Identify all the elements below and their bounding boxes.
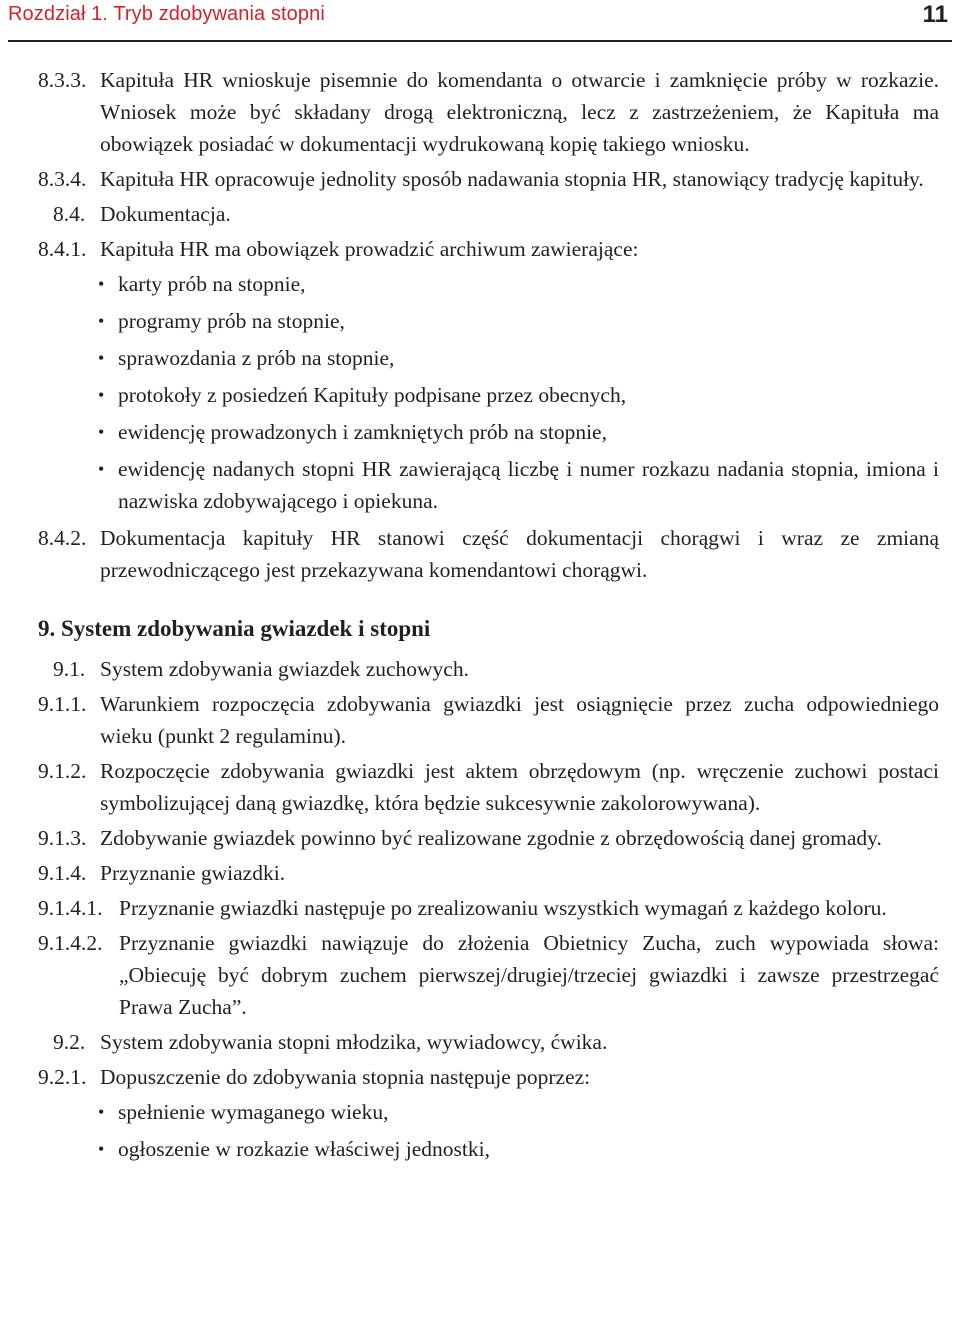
- paragraph-9-1-4-1: [38, 892, 939, 924]
- paragraph-9-1-4-2: [38, 927, 939, 1023]
- paragraph-number: 9.1.4.2.: [38, 931, 103, 955]
- paragraph-number: 8.4.: [53, 202, 86, 226]
- list-item: • ogłoszenie w rozkazie właściwej jednostki,: [38, 1133, 939, 1165]
- paragraph-9-1-3: [38, 822, 939, 854]
- paragraph-number: 9.1.: [53, 657, 86, 681]
- paragraph-9-2-1: [38, 1061, 939, 1093]
- paragraph-text: Zdobywanie gwiazdek powinno być realizowane zgodnie z obrzędowością danej gromady.: [100, 826, 882, 850]
- paragraph-text: Przyznanie gwiazdki nawiązuje do złożenia Obietnicy Zucha, zuch wypowiada słowa: „Obiecuję być dobrym zuchem pierwszej/drugiej/trzeciej gwiazdki i zawsze przestrzegać Prawa Zucha”.: [119, 931, 939, 1019]
- paragraph-text: Warunkiem rozpoczęcia zdobywania gwiazdki jest osiągnięcie przez zucha odpowiedniego wieku (punkt 2 regulaminu).: [100, 692, 939, 748]
- paragraph-text: Kapituła HR opracowuje jednolity sposób nadawania stopnia HR, stanowiący tradycję kapituły.: [100, 167, 924, 191]
- bullet-icon: •: [98, 385, 105, 405]
- paragraph-number: 9.1.2.: [38, 759, 87, 783]
- paragraph-text: System zdobywania stopni młodzika, wywiadowcy, ćwika.: [100, 1030, 608, 1054]
- paragraph-9-1-1: [38, 688, 939, 752]
- paragraph-8-4-1: [38, 233, 939, 265]
- list-item: • ewidencję nadanych stopni HR zawierającą liczbę i numer rozkazu nadania stopnia, imiona i nazwiska zdobywającego i opiekuna.: [38, 453, 939, 517]
- paragraph-text: Dokumentacja kapituły HR stanowi część dokumentacji chorągwi i wraz ze zmianą przewodniczącego jest przekazywana komendantowi chorągwi.: [100, 526, 939, 582]
- subsection-9-2: [38, 1026, 939, 1058]
- paragraph-text: Dopuszczenie do zdobywania stopnia następuje poprzez:: [100, 1065, 591, 1089]
- paragraph-number: 9.2.1.: [38, 1065, 87, 1089]
- paragraph-text: Kapituła HR wnioskuje pisemnie do komendanta o otwarcie i zamknięcie próby w rozkazie. Wniosek może być składany drogą elektroniczną, lecz z zastrzeżeniem, że Kapituła ma obowiązek posiadać w dokumentacji wydrukowaną kopię takiego wniosku.: [100, 68, 939, 156]
- paragraph-8-3-4: [38, 163, 939, 195]
- page-header: [8, 0, 952, 42]
- page-number: 11: [922, 1, 948, 28]
- paragraph-text: System zdobywania gwiazdek zuchowych.: [100, 657, 469, 681]
- bullet-icon: •: [98, 1102, 105, 1122]
- paragraph-8-4-2: [38, 522, 939, 586]
- paragraph-number: 8.4.1.: [38, 237, 87, 261]
- paragraph-number: 8.4.2.: [38, 526, 87, 550]
- paragraph-number: 9.2.: [53, 1030, 86, 1054]
- subsection-9-1: [38, 653, 939, 685]
- paragraph-number: 9.1.1.: [38, 692, 87, 716]
- chapter-title: Rozdział 1. Tryb zdobywania stopni: [8, 3, 325, 25]
- list-item: • ewidencję prowadzonych i zamkniętych prób na stopnie,: [38, 416, 939, 448]
- list-item: • programy prób na stopnie,: [38, 305, 939, 337]
- paragraph-number: 9.1.4.1.: [38, 896, 103, 920]
- paragraph-number: 9.1.4.: [38, 861, 87, 885]
- paragraph-text: Przyznanie gwiazdki.: [100, 861, 286, 885]
- paragraph-text: Dokumentacja.: [100, 202, 231, 226]
- list-item: • spełnienie wymaganego wieku,: [38, 1096, 939, 1128]
- archive-list: [38, 268, 939, 517]
- paragraph-9-1-2: [38, 755, 939, 819]
- bullet-icon: •: [98, 274, 105, 294]
- paragraph-text: Kapituła HR ma obowiązek prowadzić archiwum zawierające:: [100, 237, 639, 261]
- section-title: 9. System zdobywania gwiazdek i stopni: [38, 616, 431, 641]
- list-item: • karty prób na stopnie,: [38, 268, 939, 300]
- list-item: • protokoły z posiedzeń Kapituły podpisane przez obecnych,: [38, 379, 939, 411]
- bullet-icon: •: [98, 459, 105, 479]
- paragraph-8-3-3: [38, 64, 939, 160]
- list-item: • sprawozdania z prób na stopnie,: [38, 342, 939, 374]
- admission-list: [38, 1096, 939, 1165]
- page-content: [38, 64, 939, 1170]
- bullet-icon: •: [98, 422, 105, 442]
- bullet-icon: •: [98, 1139, 105, 1159]
- paragraph-9-1-4: [38, 857, 939, 889]
- paragraph-number: 8.3.4.: [38, 167, 87, 191]
- paragraph-number: 9.1.3.: [38, 826, 87, 850]
- paragraph-number: 8.3.3.: [38, 68, 87, 92]
- bullet-icon: •: [98, 311, 105, 331]
- paragraph-text: Rozpoczęcie zdobywania gwiazdki jest aktem obrzędowym (np. wręczenie zuchowi postaci symbolizującej daną gwiazdkę, która będzie sukcesywnie zakolorowywana).: [100, 759, 939, 815]
- paragraph-text: Przyznanie gwiazdki następuje po zrealizowaniu wszystkich wymagań z każdego koloru.: [119, 896, 887, 920]
- bullet-icon: •: [98, 348, 105, 368]
- subsection-8-4: [38, 198, 939, 230]
